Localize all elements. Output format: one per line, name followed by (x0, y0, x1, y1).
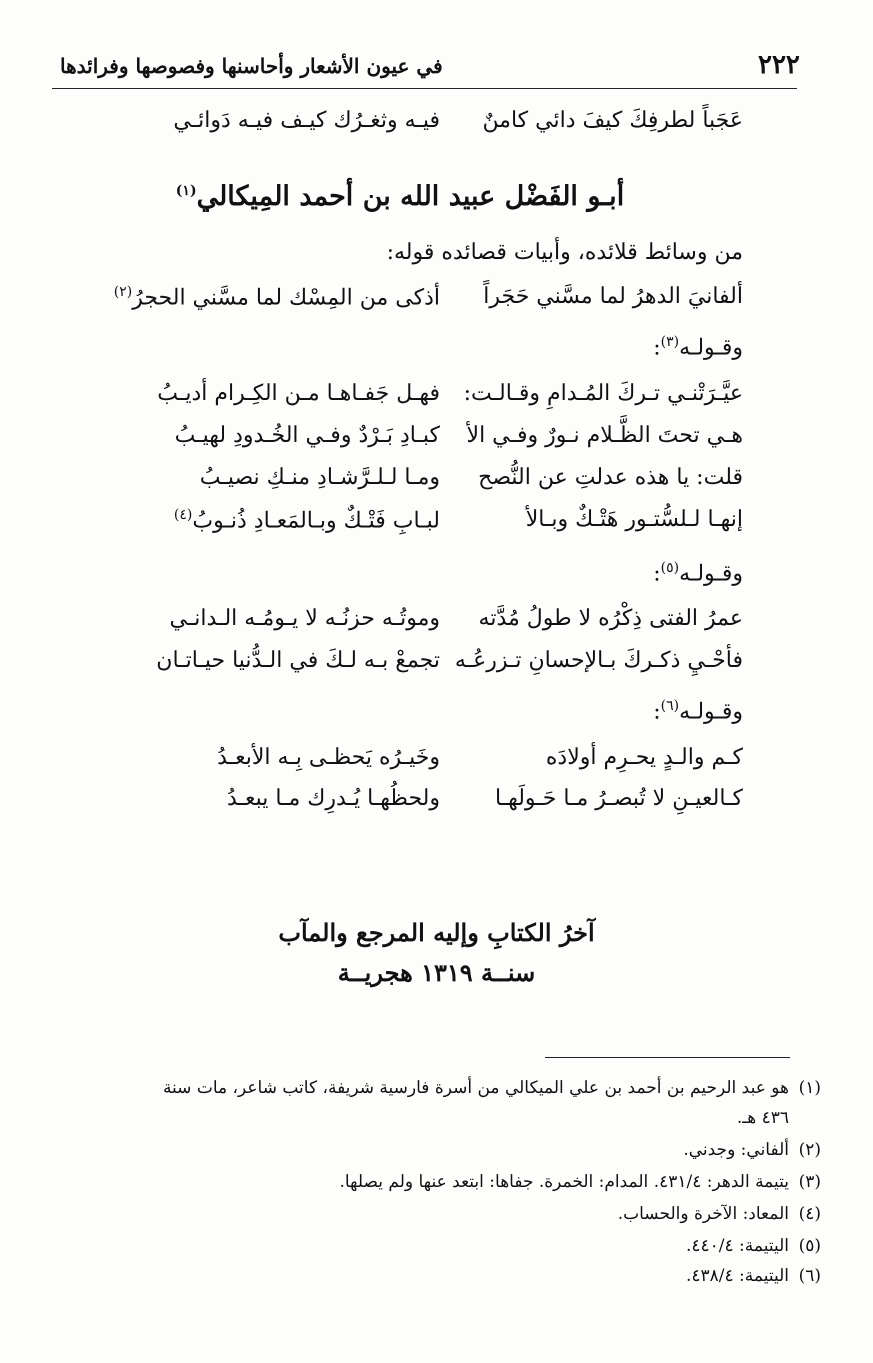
header-rule (52, 88, 797, 89)
verse-second-hemistich: تجمعْ بـه لـكَ في الـدُّنيا حيـاتـان (156, 648, 440, 673)
verse-second-hemistich: ومـا لـلـرَّشـادِ منـكِ نصيـبُ (199, 465, 440, 490)
footnote-continuation: ٤٣٦ هـ. (736, 1108, 789, 1128)
footnote (44, 1266, 821, 1286)
footnote-ref: (٣) (660, 334, 680, 350)
verse-first-hemistich: هـي تحتَ الظَّـلام نـورٌ وفـي الأ (466, 423, 743, 448)
footnote-number: (٤) (798, 1204, 821, 1224)
verse-intro (653, 334, 743, 360)
verse-second-hemistich (110, 284, 440, 310)
verse-second-hemistich (110, 507, 440, 533)
footnote (44, 1172, 821, 1192)
footnote-number: (٢) (798, 1140, 821, 1160)
running-head: في عيون الأشعار وأحاسنها وفصوصها وفرائدها (60, 54, 443, 78)
verse-first-hemistich: فأحْـيِ ذكـركَ بـالإحسانِ تـزرعُـه (454, 648, 743, 673)
verse-intro-colon: : (653, 699, 661, 725)
footnote (44, 1204, 821, 1224)
footnote-text: اليتيمة: ٤٤٠/٤. (685, 1236, 789, 1256)
footnote-ref: (٢) (113, 284, 133, 300)
verse-first-hemistich: إنهـا لـلسُّتـور هَتْـكٌ وبـالأ (525, 507, 743, 532)
verse-intro-text: وقـولـه (679, 699, 743, 725)
footnote-text: المعاد: الآخرة والحساب. (617, 1204, 789, 1224)
footnote (44, 1236, 821, 1256)
colophon-line-2: سنــة ١٣١٩ هجريــة (337, 958, 536, 987)
section-intro: من وسائط قلائده، وأبيات قصائده قوله: (386, 240, 743, 265)
footnote-ref: (٦) (660, 698, 680, 714)
verse-second-hemistich: كبـادِ بَـرْدٌ وفـي الخُـدودِ لهيـبُ (174, 423, 440, 448)
verse-first-hemistich: عمرُ الفتى ذِكْرُه لا طولُ مُدَّته (478, 606, 743, 631)
footnote-number: (١) (798, 1078, 821, 1098)
verse-second-hemistich: وخَيـرُه يَحظـى بِـه الأبعـدُ (217, 745, 440, 770)
verse-intro (653, 698, 743, 724)
footnote-ref: (٥) (660, 560, 680, 576)
footnote-text: يتيمة الدهر: ٤٣١/٤. المدام: الخمرة. جفاها: ابتعد عنها ولم يصلها. (339, 1172, 789, 1192)
verse-intro-colon: : (653, 335, 661, 361)
verse-intro-colon: : (653, 561, 661, 587)
footnote (44, 1078, 821, 1098)
footnote-text: هو عبد الرحيم بن أحمد بن علي الميكالي من أسرة فارسية شريفة، كاتب شاعر، مات سنة (162, 1078, 789, 1098)
verse-first-hemistich: كـم والـدٍ يحـرِم أولادَه (545, 745, 743, 770)
footnote-number: (٥) (798, 1236, 821, 1256)
footnote-ref: (٤) (173, 507, 193, 523)
verse-second-hemistich: فهـل جَفـاهـا مـن الكِـرام أديـبُ (157, 381, 440, 406)
section-title-text: أبـو الفَضْل عبيد الله بن أحمد المِيكالي (196, 181, 625, 212)
verse-first-hemistich: قلت: يا هذه عدلتِ عن النُّصح (478, 465, 743, 490)
verse-text: أذكى من المِسْك لما مسَّني الحجرُ (132, 285, 440, 311)
verse-second-hemistich: وموتُـه حزنُـه لا يـومُـه الـدانـي (169, 606, 440, 631)
footnote-number: (٣) (798, 1172, 821, 1192)
footnote (44, 1140, 821, 1160)
page-number: ٢٢٢ (758, 50, 800, 80)
verse-second-hemistich: فيـه وثغـرُك كيـف فيـه دَوائـي (173, 108, 440, 133)
verse-intro-text: وقـولـه (679, 335, 743, 361)
verse-intro (653, 560, 743, 586)
verse-first-hemistich: ألفانيَ الدهرُ لما مسَّني حَجَراً (483, 284, 743, 309)
footnote-text: ألفاني: وجدني. (683, 1140, 789, 1160)
footnote-rule (545, 1057, 790, 1058)
verse-first-hemistich: عَجَباً لطرفِكَ كيفَ دائي كامنٌ (482, 108, 743, 133)
verse-first-hemistich: كـالعيـنِ لا تُبصـرُ مـا حَـولَهـا (494, 786, 743, 811)
colophon-line-1: آخرُ الكتابِ وإليه المرجع والمآب (278, 918, 595, 947)
verse-second-hemistich: ولحظُهـا يُـدرِك مـا يبعـدُ (226, 786, 440, 811)
footnote-ref: (١) (175, 183, 197, 199)
verse-first-hemistich: عيَّـرَتْنـي تـركَ المُـدامِ وقـالـت: (463, 381, 743, 406)
verse-intro-text: وقـولـه (679, 561, 743, 587)
verse-text: لبـابِ فَتْـكٌ وبـالمَعـادِ ذُنـوبُ (192, 508, 440, 534)
footnote-number: (٦) (798, 1266, 821, 1286)
section-title (140, 181, 660, 212)
footnote-text: اليتيمة: ٤٣٨/٤. (685, 1266, 789, 1286)
